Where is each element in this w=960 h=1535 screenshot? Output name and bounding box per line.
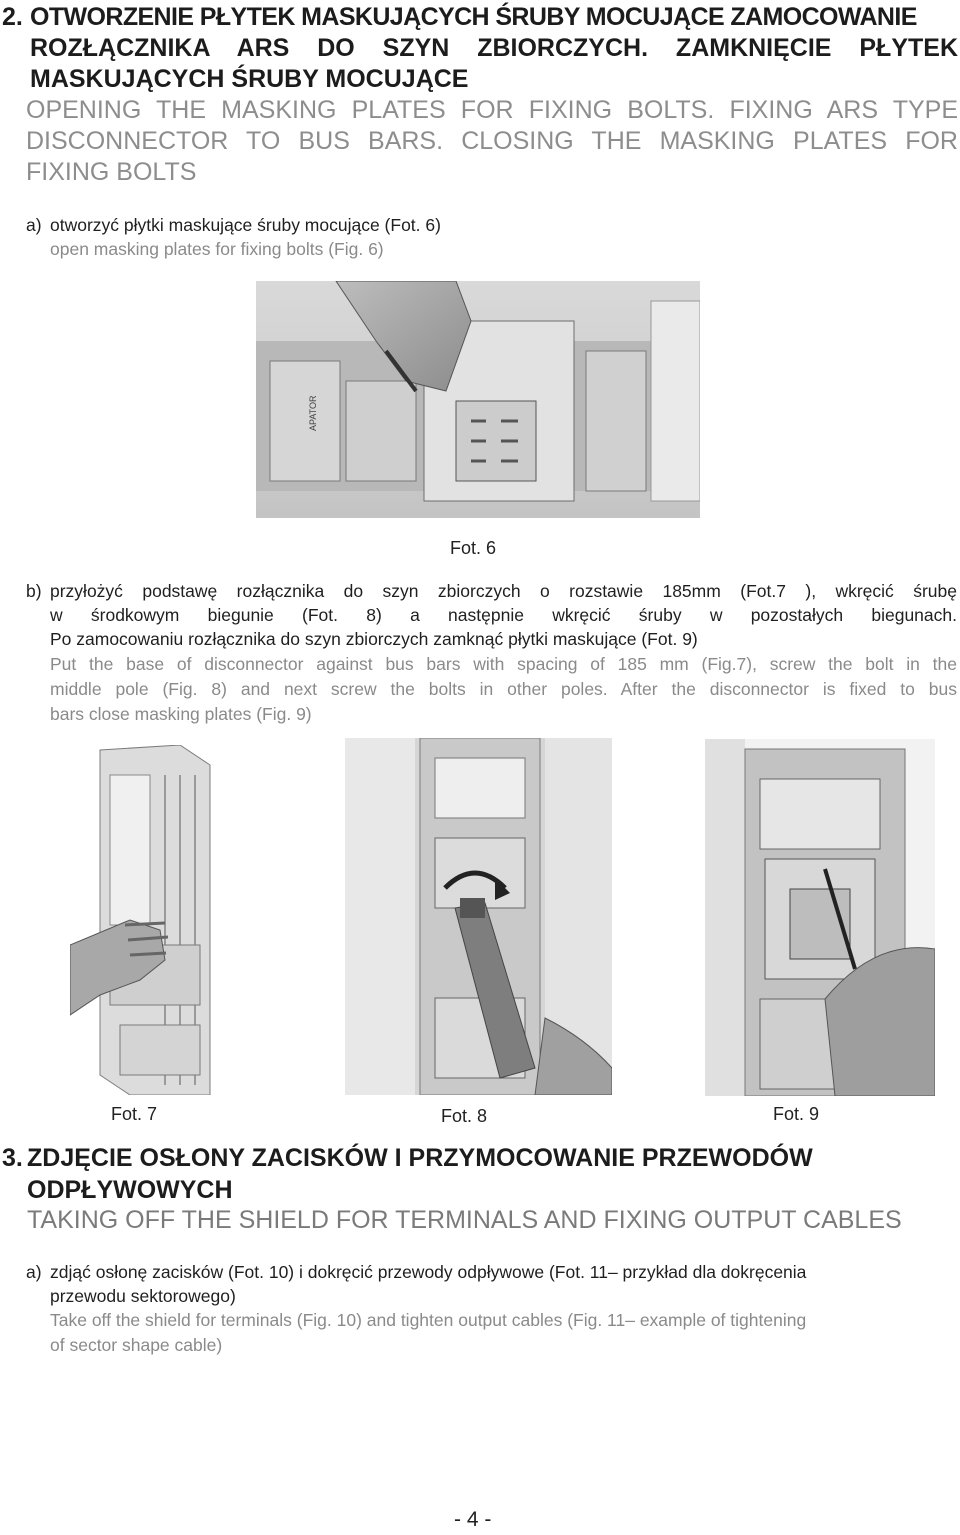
fig-7-caption: Fot. 7: [111, 1104, 158, 1124]
step-3a-text-pl-2: przewodu sektorowego): [50, 1286, 236, 1306]
step-2a-label: a): [26, 215, 42, 235]
section-3-title-pl-1: ZDJĘCIE OSŁONY ZACISKÓW I PRZYMOCOWANIE PRZEWODÓW: [27, 1144, 813, 1172]
section-3-number: 3.: [2, 1144, 23, 1172]
step-3a-text-en-1: Take off the shield for terminals (Fig. 10) and tighten output cables (Fig. 11– example of tightening: [50, 1310, 807, 1330]
step-3a-text-pl-1: zdjąć osłonę zacisków (Fot. 10) i dokręcić przewody odpływowe (Fot. 11– przykład dla dokręcenia: [50, 1262, 807, 1282]
page-number: - 4 -: [454, 1508, 492, 1531]
section-2-title-pl-3: MASKUJĄCYCH ŚRUBY MOCUJĄCE: [30, 65, 469, 93]
step-2b-text-en-1: Put the base of disconnector against bus bars with spacing of 185 mm (Fig.7), screw the bolt in the: [50, 654, 957, 674]
photo-logo-text: APATOR: [308, 395, 318, 431]
fig-6-caption: Fot. 6: [450, 538, 497, 558]
step-2b-text-pl-1: przyłożyć podstawę rozłącznika do szyn zbiorczych o rozstawie 185mm (Fot.7 ), wkręcić śrubę: [50, 581, 957, 601]
section-2-title-en-3: FIXING BOLTS: [26, 158, 197, 186]
step-2b-text-pl-2: w środkowym biegunie (Fot. 8) a następnie wkręcić śruby w pozostałych biegunach.: [50, 605, 957, 625]
step-3a-label: a): [26, 1262, 42, 1282]
photo-fig-9: [705, 739, 935, 1096]
step-2b-text-pl-3: Po zamocowaniu rozłącznika do szyn zbiorczych zamknąć płytki maskujące (Fot. 9): [50, 629, 698, 649]
step-2b-text-en-3: bars close masking plates (Fig. 9): [50, 704, 312, 724]
step-2a-text-pl: otworzyć płytki maskujące śruby mocujące (Fot. 6): [50, 215, 441, 235]
section-3-title-pl-2: ODPŁYWOWYCH: [27, 1176, 233, 1204]
section-2-title-en-2: DISCONNECTOR TO BUS BARS. CLOSING THE MASKING PLATES FOR: [26, 127, 958, 155]
section-2-title-pl-2: ROZŁĄCZNIKA ARS DO SZYN ZBIORCZYCH. ZAMKNIĘCIE PŁYTEK: [30, 34, 958, 62]
step-2b-label: b): [26, 581, 42, 601]
photo-fig-7: [70, 745, 216, 1095]
photo-fig-6: [256, 281, 700, 518]
section-2-number: 2.: [2, 3, 23, 31]
fig-8-caption: Fot. 8: [441, 1106, 488, 1126]
photo-fig-8: [345, 738, 612, 1095]
section-3-title-en: TAKING OFF THE SHIELD FOR TERMINALS AND FIXING OUTPUT CABLES: [27, 1206, 902, 1234]
section-2-title-en-1: OPENING THE MASKING PLATES FOR FIXING BOLTS. FIXING ARS TYPE: [26, 96, 958, 124]
section-2-title-pl-1: OTWORZENIE PŁYTEK MASKUJĄCYCH ŚRUBY MOCUJĄCE ZAMOCOWANIE: [30, 3, 917, 31]
step-3a-text-en-2: of sector shape cable): [50, 1335, 223, 1355]
step-2b-text-en-2: middle pole (Fig. 8) and next screw the bolts in other poles. After the disconnector is fixed to bus: [50, 679, 957, 699]
step-2a-text-en: open masking plates for fixing bolts (Fig. 6): [50, 239, 384, 259]
fig-9-caption: Fot. 9: [773, 1104, 820, 1124]
